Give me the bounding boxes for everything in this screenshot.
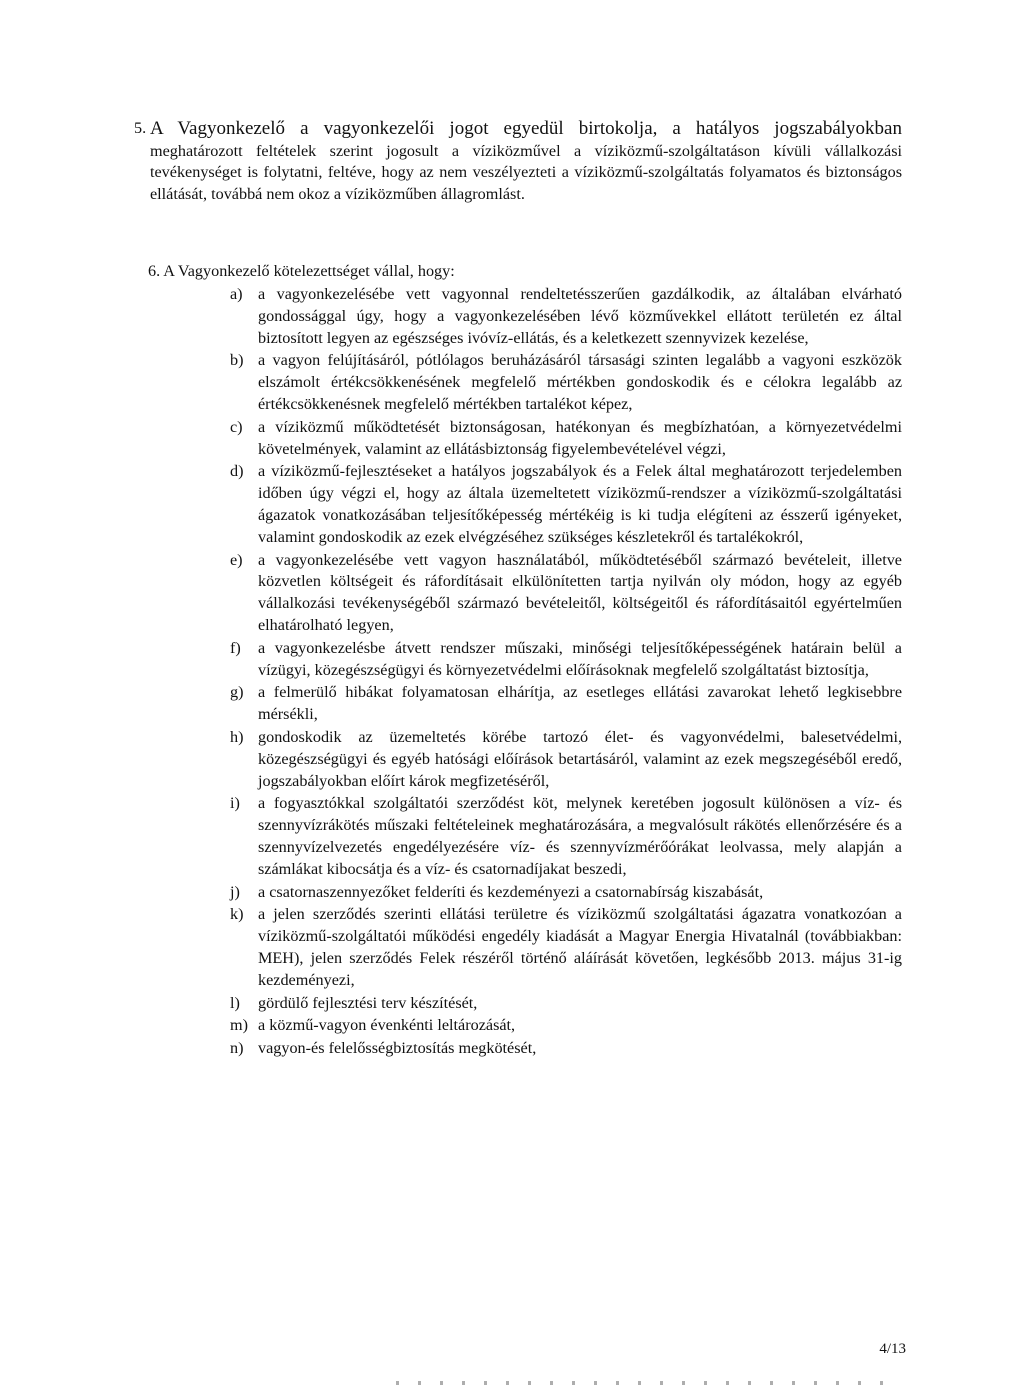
list-item-k [230, 904, 902, 991]
item-label: h) [230, 727, 244, 746]
list-item-m [230, 1015, 902, 1037]
item-label: e) [230, 550, 243, 569]
item-text: a vagyonkezelésbe átvett rendszer műszaki, minőségi teljesítőképességének határain belül a vízügyi, közegészségügyi és környezetvédelmi előírásoknak megfelelő szolgáltatást biztosítja, [258, 638, 902, 679]
item-label: b) [230, 351, 244, 370]
item-label: i) [230, 794, 240, 813]
list-item-g [230, 682, 902, 726]
item-label: n) [230, 1039, 244, 1058]
page-number: 4/13 [879, 1341, 906, 1357]
item-label: k) [230, 905, 244, 924]
item-text: a vagyon felújításáról, pótlólagos beruházásáról társasági szinten legalább a vagyoni eszközök elszámolt értékcsökkenésének megfelelő mértékben gondoskodik és e célokra legalább az értékcsökkenésnek megfelelő mértékben tartalékot képez, [258, 351, 902, 413]
scan-footer-artifact [396, 1381, 896, 1385]
list-item-n [230, 1038, 902, 1060]
item-label: j) [230, 882, 240, 901]
item-label: g) [230, 683, 244, 702]
item-text: a fogyasztókkal szolgáltatói szerződést köt, melynek keretében jogosult különösen a víz- és szennyvízrákötés műszaki feltételeinek meghatározására, a megvalósult rákötés ellenőrzésére és a szennyvízelvezetés engedélyezésére víz- és szennyvízmérőórákat leolvassa, mely alapján a számlákat kibocsátja és a víz- és csatornadíjakat beszedi, [258, 794, 902, 878]
item-text: a csatornaszennyezőket felderíti és kezdeményezi a csatornabírság kiszabását, [258, 882, 764, 901]
list-item-d [230, 461, 902, 548]
item-label: c) [230, 417, 243, 436]
list-item-a [230, 284, 902, 349]
item-label: a) [230, 285, 243, 303]
item-text: a vagyonkezelésébe vett vagyonnal rendeltetésszerűen gazdálkodik, az általában elvárható gondossággal úgy, hogy a vagyonkezelésében lévő közművekkel ellátott területén ez által biztosított legyen az egészséges ivóvíz-ellátás, és a keletkezett szennyvizek kezelése, [258, 285, 902, 347]
list-item-b [230, 350, 902, 415]
item-label: f) [230, 638, 241, 657]
list-item-e [230, 550, 902, 637]
section-5-text: meghatározott feltételek szerint jogosult a víziközművel a víziközmű-szolgáltatáson kívüli vállalkozási tevékenységet is folytatni, feltéve, hogy az nem veszélyezteti a víziközmű-szolgáltatás folyamatos és biztonságos ellátását, továbbá nem okoz a víziközműben állagromlást. [150, 141, 902, 203]
item-label: m) [230, 1016, 248, 1035]
section-5-first-line: A Vagyonkezelő a vagyonkezelői jogot egyedül birtokolja, a hatályos jogszabályokban [150, 118, 902, 139]
section-6-intro: 6. A Vagyonkezelő kötelezettséget vállal, hogy: [148, 262, 455, 280]
list-item-l [230, 993, 902, 1015]
item-text: gondoskodik az üzemeltetés körébe tartozó élet- és vagyonvédelmi, balesetvédelmi, közegészségügyi és egyéb hatósági előírások betartásáról, valamint az ezek megszegéséből eredő, jogszabályokban előírt károk megfizetéséről, [258, 727, 902, 790]
list-item-j [230, 882, 902, 904]
item-label: d) [230, 462, 244, 481]
item-text: a jelen szerződés szerinti ellátási területre és víziközmű szolgáltatási ágazatra vonatkozóan a víziközmű-szolgáltatói működési engedély kiadását a Magyar Energia Hivatalnál (továbbiakban: MEH), jelen szerződés Felek részéről történő aláírását követően, legkésőbb 2013. május 31-ig kezdeményezi, [258, 905, 902, 989]
list-item-f [230, 638, 902, 682]
item-text: vagyon-és felelősségbiztosítás megkötését, [258, 1039, 537, 1058]
item-text: a víziközmű-fejlesztéseket a hatályos jogszabályok és a Felek által meghatározott terjedelemben időben úgy végzi el, hogy az általa üzemeltetett víziközmű-rendszer a víziközmű-szolgáltatási ágazatok vonatkozásában teljesítőképesség mértékéig is ki tudja elégíteni az ésszerű igényeket, valamint gondoskodik az ezek elvégzéséhez szükséges készletekről és tartalékokról, [258, 462, 902, 546]
item-text: a vagyonkezelésébe vett vagyon használatából, működtetéséből származó bevételeit, illetve közvetlen költségeit és ráfordításait elkülönítetten tartja nyilván oly módon, hogy az egyéb vállalkozási tevékenységéből származó bevételeitől, költségeitől és ráfordításaitól egyértelműen elhatárolható legyen, [258, 550, 902, 634]
section-5-paragraph [134, 118, 902, 205]
obligations-list [230, 284, 902, 1061]
list-item-c [230, 417, 902, 461]
list-item-h [230, 727, 902, 792]
item-text: gördülő fejlesztési terv készítését, [258, 993, 478, 1012]
item-text: a felmerülő hibákat folyamatosan elhárítja, az esetleges ellátási zavarokat lehető legkisebbre mérsékli, [258, 683, 902, 724]
item-text: a víziközmű működtetését biztonságosan, hatékonyan és megbízhatóan, a környezetvédelmi követelmények, valamint az ellátásbiztonság figyelembevételével végzi, [258, 417, 902, 458]
item-label: l) [230, 993, 240, 1012]
list-item-i [230, 793, 902, 880]
item-text: a közmű-vagyon évenkénti leltározását, [258, 1016, 516, 1035]
section-5-number: 5. [134, 119, 147, 137]
